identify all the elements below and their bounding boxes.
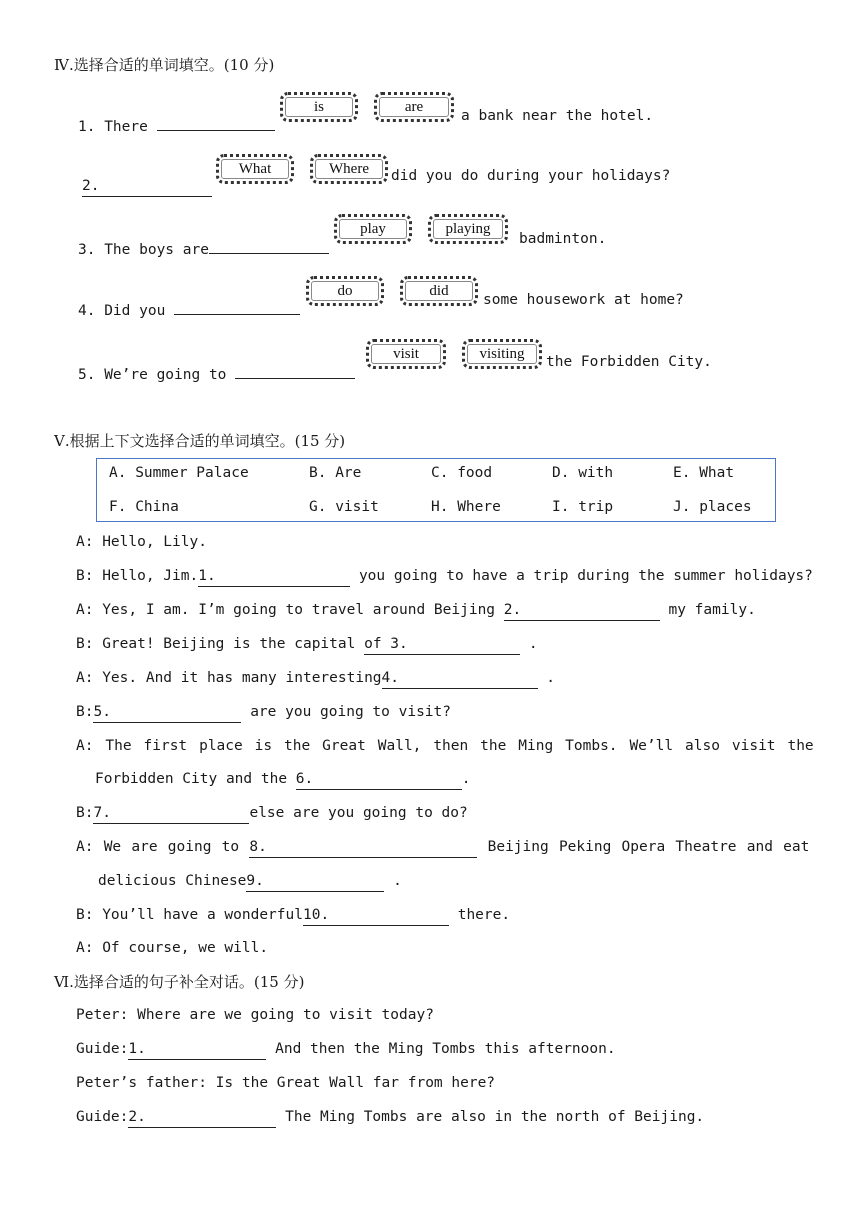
word-bank-item: H. Where — [431, 499, 501, 515]
word-bank-item: B. Are — [309, 465, 362, 481]
question-5-prefix: 5. We’re going to — [78, 367, 227, 383]
dialogue2-line-3: Peter’s father: Is the Great Wall far from here? — [76, 1075, 496, 1091]
dialogue-blank-3[interactable]: of 3. — [364, 634, 520, 655]
option-5b[interactable]: visiting — [462, 339, 542, 369]
answer-blank-3[interactable] — [209, 239, 329, 254]
question-3-suffix: badminton. — [519, 231, 607, 247]
answer-blank-1[interactable] — [157, 116, 275, 131]
dialogue-blank-4[interactable]: 4. — [382, 668, 538, 689]
dialogue-line-13: A: Of course, we will. — [76, 940, 269, 956]
dialogue2-blank-2[interactable]: 2. — [128, 1107, 276, 1128]
dialogue-line-9: B:7. else are you going to do? — [76, 803, 468, 824]
dialogue2-blank-1[interactable]: 1. — [128, 1039, 266, 1060]
dialogue-line-1: A: Hello, Lily. — [76, 534, 207, 550]
dialogue-line-4: B: Great! Beijing is the capital of 3. . — [76, 634, 538, 655]
section-5-title: Ⅴ.根据上下文选择合适的单词填空。(15 分) — [54, 432, 346, 450]
option-4b[interactable]: did — [400, 276, 478, 306]
word-bank-item: F. China — [109, 499, 179, 515]
option-2a[interactable]: What — [216, 154, 294, 184]
dialogue-blank-8[interactable]: 8. — [249, 837, 477, 858]
dialogue-line-2: B: Hello, Jim.1. you going to have a trip during the summer holidays? — [76, 566, 813, 587]
section-4-title: Ⅳ.选择合适的单词填空。(10 分) — [54, 56, 275, 74]
question-1-suffix: a bank near the hotel. — [461, 108, 654, 124]
option-1b[interactable]: are — [374, 92, 454, 122]
dialogue-line-10: A: We are going to 8. Beijing Peking Opera Theatre and eat — [76, 837, 809, 858]
dialogue-line-5: A: Yes. And it has many interesting4. . — [76, 668, 555, 689]
dialogue-line-6: B:5. are you going to visit? — [76, 702, 451, 723]
word-bank — [96, 458, 776, 522]
question-2 — [82, 176, 212, 197]
dialogue-line-12: B: You’ll have a wonderful10. there. — [76, 905, 510, 926]
question-1-prefix: 1. There — [78, 119, 148, 135]
word-bank-item: A. Summer Palace — [109, 465, 249, 481]
answer-blank-5[interactable] — [235, 364, 355, 379]
dialogue-blank-6[interactable]: 6. — [296, 769, 462, 790]
question-2-suffix: did you do during your holidays? — [391, 168, 671, 184]
word-bank-item: I. trip — [552, 499, 614, 515]
question-3-prefix: 3. The boys are — [78, 242, 209, 258]
option-3b[interactable]: playing — [428, 214, 508, 244]
dialogue-blank-7[interactable]: 7. — [93, 803, 249, 824]
option-2b[interactable]: Where — [310, 154, 388, 184]
question-3 — [78, 239, 329, 260]
word-bank-item: G. visit — [309, 499, 379, 515]
question-4-prefix: 4. Did you — [78, 303, 166, 319]
word-bank-item: J. places — [673, 499, 752, 515]
dialogue-line-8: Forbidden City and the 6. . — [95, 769, 471, 790]
question-4-suffix: some housework at home? — [483, 292, 684, 308]
question-5 — [78, 364, 355, 385]
dialogue2-line-4: Guide:2. The Ming Tombs are also in the north of Beijing. — [76, 1107, 704, 1128]
question-1 — [78, 116, 275, 137]
dialogue-line-7: A: The first place is the Great Wall, then the Ming Tombs. We’ll also visit the — [76, 738, 814, 754]
dialogue-blank-5[interactable]: 5. — [93, 702, 241, 723]
dialogue-line-3: A: Yes, I am. I’m going to travel around Beijing 2. my family. — [76, 600, 756, 621]
option-1a[interactable]: is — [280, 92, 358, 122]
dialogue-blank-9[interactable]: 9. — [246, 871, 384, 892]
question-4 — [78, 300, 300, 321]
question-2-number-blank[interactable]: 2. — [82, 176, 212, 197]
word-bank-item: C. food — [431, 465, 493, 481]
dialogue-blank-1[interactable]: 1. — [198, 566, 350, 587]
dialogue-line-11: delicious Chinese9. . — [98, 871, 402, 892]
option-5a[interactable]: visit — [366, 339, 446, 369]
word-bank-item: D. with — [552, 465, 614, 481]
dialogue2-line-1: Peter: Where are we going to visit today? — [76, 1007, 434, 1023]
question-5-suffix: the Forbidden City. — [546, 354, 712, 370]
option-4a[interactable]: do — [306, 276, 384, 306]
section-6-title: Ⅵ.选择合适的句子补全对话。(15 分) — [54, 973, 305, 991]
answer-blank-4[interactable] — [174, 300, 300, 315]
option-3a[interactable]: play — [334, 214, 412, 244]
dialogue-blank-10[interactable]: 10. — [303, 905, 449, 926]
dialogue2-line-2: Guide:1. And then the Ming Tombs this afternoon. — [76, 1039, 616, 1060]
dialogue-blank-2[interactable]: 2. — [504, 600, 660, 621]
word-bank-item: E. What — [673, 465, 735, 481]
